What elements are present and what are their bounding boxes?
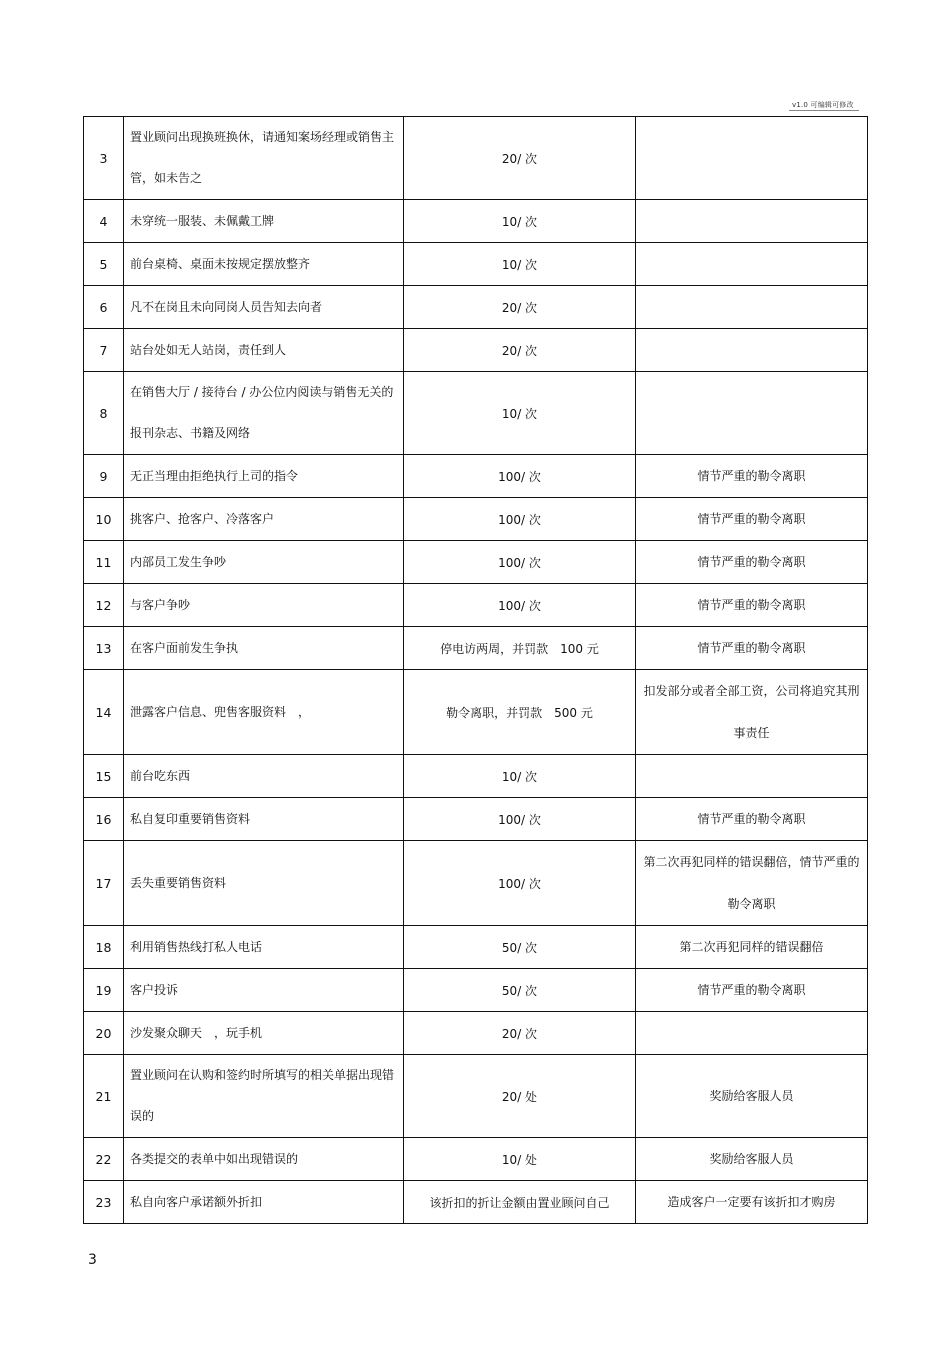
table-row [84,541,868,584]
table-row [84,1055,868,1138]
row-number: 13 [84,627,124,670]
penalty-amount: 10/ 次 [404,243,636,286]
violation-description: 利用销售热线打私人电话 [124,926,404,969]
row-number: 22 [84,1138,124,1181]
penalty-amount: 20/ 次 [404,286,636,329]
remark: 情节严重的勒令离职 [636,455,868,498]
table-row [84,498,868,541]
remark [636,1012,868,1055]
table-row [84,286,868,329]
remark [636,329,868,372]
violation-description: 沙发聚众聊天 ，玩手机 [124,1012,404,1055]
penalty-amount: 50/ 次 [404,926,636,969]
violation-description: 站台处如无人站岗，责任到人 [124,329,404,372]
row-number: 16 [84,798,124,841]
remark: 奖励给客服人员 [636,1055,868,1138]
penalty-rules-table [83,116,868,1224]
penalty-amount: 勒令离职，并罚款 500 元 [404,670,636,755]
row-number: 21 [84,1055,124,1138]
remark: 第二次再犯同样的错误翻倍 [636,926,868,969]
remark [636,200,868,243]
table-row [84,841,868,926]
row-number: 4 [84,200,124,243]
table-row [84,969,868,1012]
row-number: 18 [84,926,124,969]
version-note: v1.0 可编辑可修改 [792,101,854,109]
table-row [84,670,868,755]
penalty-amount: 停电访两周，并罚款 100 元 [404,627,636,670]
remark [636,117,868,200]
row-number: 15 [84,755,124,798]
row-number: 10 [84,498,124,541]
violation-description: 私自向客户承诺额外折扣 [124,1181,404,1224]
penalty-amount: 100/ 次 [404,798,636,841]
penalty-amount: 10/ 次 [404,755,636,798]
violation-description: 无正当理由拒绝执行上司的指令 [124,455,404,498]
remark [636,286,868,329]
table-row [84,455,868,498]
table-row [84,798,868,841]
remark: 造成客户一定要有该折扣才购房 [636,1181,868,1224]
penalty-amount: 20/ 处 [404,1055,636,1138]
table-row [84,329,868,372]
table-row [84,755,868,798]
row-number: 12 [84,584,124,627]
remark: 情节严重的勒令离职 [636,969,868,1012]
penalty-amount: 100/ 次 [404,455,636,498]
row-number: 7 [84,329,124,372]
violation-description: 前台桌椅、桌面未按规定摆放整齐 [124,243,404,286]
remark: 奖励给客服人员 [636,1138,868,1181]
table-row [84,243,868,286]
violation-description: 未穿统一服装、未佩戴工牌 [124,200,404,243]
table-row [84,627,868,670]
table-row [84,584,868,627]
table-row [84,1181,868,1224]
row-number: 14 [84,670,124,755]
violation-description: 凡不在岗且未向同岗人员告知去向者 [124,286,404,329]
remark: 情节严重的勒令离职 [636,798,868,841]
violation-description: 与客户争吵 [124,584,404,627]
row-number: 23 [84,1181,124,1224]
row-number: 17 [84,841,124,926]
row-number: 11 [84,541,124,584]
remark [636,755,868,798]
violation-description: 在客户面前发生争执 [124,627,404,670]
table-row [84,1012,868,1055]
violation-description: 内部员工发生争吵 [124,541,404,584]
row-number: 5 [84,243,124,286]
row-number: 9 [84,455,124,498]
row-number: 20 [84,1012,124,1055]
violation-description: 置业顾问出现换班换休，请通知案场经理或销售主管，如未告之 [124,117,404,200]
violation-description: 置业顾问在认购和签约时所填写的相关单据出现错误的 [124,1055,404,1138]
violation-description: 在销售大厅 / 接待台 / 办公位内阅读与销售无关的报刊杂志、书籍及网络 [124,372,404,455]
violation-description: 前台吃东西 [124,755,404,798]
violation-description: 各类提交的表单中如出现错误的 [124,1138,404,1181]
table-row [84,1138,868,1181]
header-divider [789,110,859,111]
remark: 情节严重的勒令离职 [636,541,868,584]
penalty-amount: 10/ 次 [404,200,636,243]
penalty-amount: 该折扣的折让金额由置业顾问自己 [404,1181,636,1224]
penalty-amount: 100/ 次 [404,841,636,926]
penalty-amount: 10/ 处 [404,1138,636,1181]
table-row [84,926,868,969]
violation-description: 挑客户、抢客户、冷落客户 [124,498,404,541]
table-row [84,117,868,200]
violation-description: 丢失重要销售资料 [124,841,404,926]
violation-description: 私自复印重要销售资料 [124,798,404,841]
remark: 情节严重的勒令离职 [636,498,868,541]
remark: 情节严重的勒令离职 [636,627,868,670]
penalty-amount: 20/ 次 [404,329,636,372]
row-number: 6 [84,286,124,329]
penalty-amount: 100/ 次 [404,584,636,627]
row-number: 19 [84,969,124,1012]
remark: 情节严重的勒令离职 [636,584,868,627]
remark: 第二次再犯同样的错误翻倍，情节严重的勒令离职 [636,841,868,926]
remark: 扣发部分或者全部工资，公司将追究其刑事责任 [636,670,868,755]
penalty-amount: 50/ 次 [404,969,636,1012]
row-number: 8 [84,372,124,455]
penalty-amount: 10/ 次 [404,372,636,455]
penalty-amount: 100/ 次 [404,498,636,541]
remark [636,243,868,286]
penalty-amount: 100/ 次 [404,541,636,584]
row-number: 3 [84,117,124,200]
penalty-rules-body [84,117,868,1224]
penalty-amount: 20/ 次 [404,117,636,200]
penalty-amount: 20/ 次 [404,1012,636,1055]
remark [636,372,868,455]
violation-description: 泄露客户信息、兜售客服资料 ， [124,670,404,755]
table-row [84,372,868,455]
table-row [84,200,868,243]
page-number: 3 [88,1252,97,1268]
violation-description: 客户投诉 [124,969,404,1012]
